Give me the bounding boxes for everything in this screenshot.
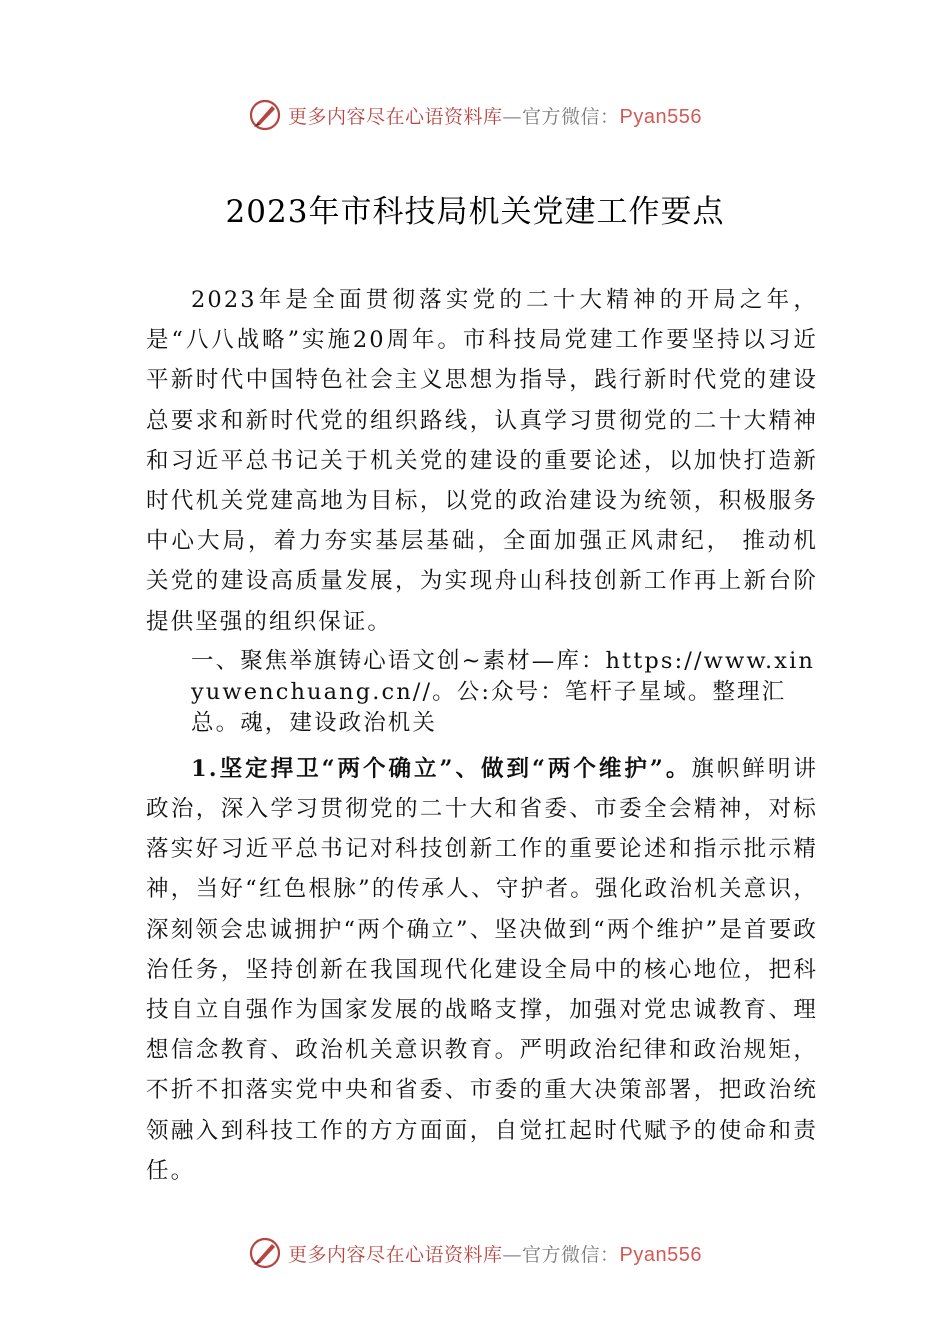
item-1-heading: 1.坚定捍卫“两个确立”、做到“两个维护”。 (191, 755, 692, 782)
intro-paragraph: 2023年是全面贯彻落实党的二十大精神的开局之年，是“八八战略”实施20周年。市科技局党建工作要坚持以习近平新时代中国特色社会主义思想为指导，践行新时代党的建设总要求和新时代党的组织路线，认真学习贯彻党的二十大精神和习近平总书记关于机关党的建设的重要论述，以加快打造新时代机关党建高地为目标，以党的政治建设为统领，积极服务中心大局，着力夯实基层基础，全面加强正风肃纪， 推动机关党的建设高质量发展，为实现舟山科技创新工作再上新台阶提供坚强的组织保证。 (146, 287, 818, 635)
document-title: 2023年市科技局机关党建工作要点 (225, 194, 725, 230)
footer-watermark (0, 1231, 950, 1275)
watermark-text (288, 1240, 702, 1267)
pen-circle-icon (248, 1236, 282, 1270)
item-1-body: 旗帜鲜明讲政治，深入学习贯彻党的二十大和省委、市委全会精神，对标落实好习近平总书记对科技创新工作的重要论述和指示批示精神，当好“红色根脉”的传承人、守护者。强化政治机关意识，深刻领会忠诚拥护“两个确立”、坚决做到“两个维护”是首要政治任务，坚持创新在我国现代化建设全局中的核心地位，把科技自立自强作为国家发展的战略支撑，加强对党忠诚教育、理想信念教育、政治机关意识教育。严明政治纪律和政治规矩，不折不扣落实党中央和省委、市委的重大决策部署，把政治统领融入到科技工作的方方面面，自觉扛起时代赋予的使命和责任。 (146, 755, 818, 1184)
watermark-wechat-id: Pyan556 (619, 1243, 702, 1266)
item-1-paragraph (146, 749, 818, 1191)
watermark-wechat-label: 官方微信： (522, 1243, 620, 1266)
pen-circle-icon (248, 98, 282, 132)
watermark-separator: — (502, 1243, 523, 1266)
watermark-brand: 更多内容尽在心语资料库 (288, 105, 503, 128)
header-watermark (0, 93, 950, 137)
watermark-text (288, 102, 702, 129)
watermark-separator: — (502, 105, 523, 128)
section-heading: 一、聚焦举旗铸心语文创~素材—库：https://www.xinyuwenchuang.cn//。公:众号：笔杆子星域。整理汇总。魂，建设政治机关 (191, 647, 815, 736)
watermark-brand: 更多内容尽在心语资料库 (288, 1243, 503, 1266)
watermark-wechat-label: 官方微信： (522, 105, 620, 128)
document-body (146, 280, 818, 1191)
watermark-wechat-id: Pyan556 (619, 105, 702, 128)
